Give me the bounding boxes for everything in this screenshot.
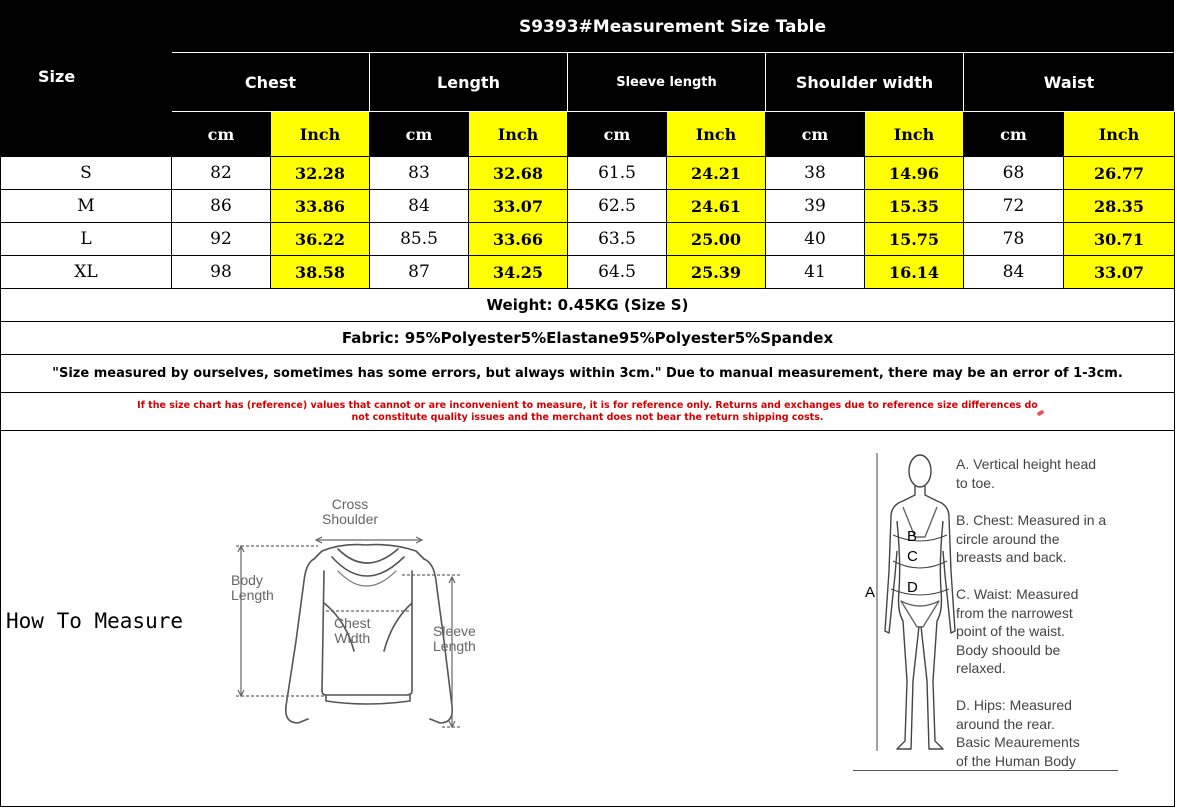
note-c: C. Waist: Measured from the narrowest point of the waist. Body shoould be relaxed. — [956, 586, 1079, 676]
cm-value-cell — [766, 157, 865, 190]
cell-value: 34.25 — [492, 262, 544, 282]
cm-value-cell — [172, 223, 271, 256]
cell-value: 26.77 — [1093, 163, 1145, 183]
size-label: XL — [74, 262, 98, 282]
inch-value-cell — [271, 223, 370, 256]
inch-value-cell — [271, 190, 370, 223]
cm-value-cell — [964, 223, 1064, 256]
how-to-measure-label: How To Measure — [6, 609, 184, 633]
cm-value-cell — [964, 256, 1064, 289]
size-cell — [0, 190, 172, 223]
sleeve-length-label: Sleeve Length — [433, 623, 476, 654]
table-title — [172, 0, 1174, 53]
cell-value: 24.21 — [690, 163, 742, 183]
group-header-2 — [568, 53, 766, 112]
cell-value: 33.07 — [492, 196, 544, 216]
inch-value-cell — [469, 190, 568, 223]
group-header-label: Sleeve length — [616, 74, 717, 90]
note-d: D. Hips: Measured around the rear. Basic Meaurements of the Human Body — [956, 697, 1080, 769]
inch-value-cell — [1064, 190, 1175, 223]
group-header-label: Waist — [1043, 72, 1095, 92]
group-header-label: Chest — [244, 72, 297, 92]
chest-width-label: Chest Width — [334, 615, 371, 646]
cm-value-cell — [370, 190, 469, 223]
note-b: B. Chest: Measured in a circle around the breasts and back. — [956, 512, 1107, 565]
cell-value: 40 — [804, 229, 826, 249]
cell-value: 32.68 — [492, 163, 544, 183]
inch-value-cell — [865, 256, 964, 289]
cell-value: 38 — [804, 163, 826, 183]
cell-value: 78 — [1002, 229, 1025, 249]
cell-value: 32.28 — [294, 163, 346, 183]
fabric-row — [0, 322, 1175, 355]
unit-inch-header — [469, 112, 568, 157]
unit-inch-header — [1064, 112, 1175, 157]
body-diagram — [853, 446, 1173, 791]
inch-value-cell — [865, 223, 964, 256]
note-a: A. Vertical height head to toe. — [956, 456, 1097, 491]
cell-value: 62.5 — [598, 196, 636, 216]
unit-label: cm — [405, 124, 433, 144]
body-length-label: Body Length — [231, 572, 274, 603]
group-header-0 — [172, 53, 370, 112]
weight-text: Weight: 0.45KG (Size S) — [486, 296, 689, 314]
body-letter-a: A — [865, 584, 876, 601]
note-row — [0, 355, 1175, 393]
baseline-divider — [853, 770, 1118, 771]
cm-value-cell — [964, 190, 1064, 223]
cell-value: 86 — [210, 196, 232, 216]
cell-value: 33.66 — [492, 229, 544, 249]
cell-value: 92 — [210, 229, 232, 249]
cm-value-cell — [172, 256, 271, 289]
group-header-3 — [766, 53, 964, 112]
unit-label: Inch — [893, 124, 935, 144]
cm-value-cell — [568, 190, 667, 223]
size-header-label: Size — [38, 67, 76, 86]
cross-shoulder-label: Cross Shoulder — [322, 496, 379, 527]
body-letter-d: D — [907, 579, 918, 596]
cell-value: 84 — [408, 196, 430, 216]
inch-value-cell — [865, 157, 964, 190]
cm-value-cell — [172, 157, 271, 190]
unit-inch-header — [667, 112, 766, 157]
inch-value-cell — [1064, 256, 1175, 289]
cell-value: 24.61 — [690, 196, 742, 216]
cm-value-cell — [172, 190, 271, 223]
inch-value-cell — [1064, 223, 1175, 256]
inch-value-cell — [271, 256, 370, 289]
inch-value-cell — [469, 157, 568, 190]
cell-value: 82 — [210, 163, 232, 183]
cm-value-cell — [568, 223, 667, 256]
fabric-text: Fabric: 95%Polyester5%Elastane95%Polyester5%Spandex — [341, 329, 834, 347]
cell-value: 15.75 — [888, 229, 940, 249]
unit-cm-header — [172, 112, 271, 157]
cell-value: 28.35 — [1093, 196, 1145, 216]
size-label: L — [80, 229, 92, 249]
cell-value: 84 — [1002, 262, 1025, 282]
cell-value: 33.86 — [294, 196, 346, 216]
inch-value-cell — [271, 157, 370, 190]
human-body-icon — [863, 451, 963, 761]
cell-value: 83 — [408, 163, 430, 183]
cell-value: 33.07 — [1093, 262, 1145, 282]
cell-value: 68 — [1002, 163, 1025, 183]
size-label: M — [77, 196, 95, 216]
size-cell — [0, 223, 172, 256]
cell-value: 16.14 — [888, 262, 940, 282]
cell-value: 39 — [804, 196, 826, 216]
cm-value-cell — [964, 157, 1064, 190]
unit-label: cm — [801, 124, 829, 144]
unit-inch-header — [271, 112, 370, 157]
unit-cm-header — [766, 112, 865, 157]
unit-cm-header — [964, 112, 1064, 157]
group-header-4 — [964, 53, 1175, 112]
cm-value-cell — [370, 223, 469, 256]
unit-label: Inch — [299, 124, 341, 144]
inch-value-cell — [865, 190, 964, 223]
cell-value: 98 — [210, 262, 232, 282]
cell-value: 64.5 — [598, 262, 636, 282]
inch-value-cell — [469, 256, 568, 289]
cell-value: 85.5 — [400, 229, 438, 249]
cell-value: 38.58 — [294, 262, 346, 282]
cell-value: 41 — [804, 262, 826, 282]
cell-value: 63.5 — [598, 229, 636, 249]
cell-value: 72 — [1002, 196, 1025, 216]
inch-value-cell — [1064, 157, 1175, 190]
cell-value: 87 — [408, 262, 430, 282]
cell-value: 61.5 — [598, 163, 636, 183]
cm-value-cell — [370, 256, 469, 289]
unit-label: Inch — [695, 124, 737, 144]
cell-value: 25.00 — [690, 229, 742, 249]
cm-value-cell — [568, 157, 667, 190]
cm-value-cell — [766, 223, 865, 256]
cm-value-cell — [766, 256, 865, 289]
cell-value: 36.22 — [294, 229, 346, 249]
group-header-label: Shoulder width — [795, 72, 934, 92]
cell-value: 14.96 — [888, 163, 940, 183]
cell-value: 15.35 — [888, 196, 940, 216]
weight-row — [0, 289, 1175, 322]
inch-value-cell — [667, 157, 766, 190]
unit-cm-header — [370, 112, 469, 157]
unit-inch-header — [865, 112, 964, 157]
unit-label: cm — [207, 124, 235, 144]
unit-cm-header — [568, 112, 667, 157]
cm-value-cell — [370, 157, 469, 190]
unit-label: cm — [1000, 124, 1027, 144]
size-cell — [0, 256, 172, 289]
notice-row — [0, 393, 1175, 431]
body-letter-c: C — [907, 548, 918, 565]
notice-text: If the size chart has (reference) values that cannot or are inconvenient to measure, it is for reference only. Returns and exchanges due to reference size differences do not constitute quality issues and the merchant does not bear the return shipping costs. — [137, 399, 1038, 423]
table-title-text: S9393#Measurement Size Table — [518, 16, 827, 37]
group-header-label: Length — [437, 72, 500, 92]
unit-label: Inch — [1098, 124, 1140, 144]
unit-label: Inch — [497, 124, 539, 144]
inch-value-cell — [667, 256, 766, 289]
size-cell — [0, 157, 172, 190]
size-header — [0, 0, 172, 157]
body-letter-b: B — [907, 528, 918, 545]
group-header-1 — [370, 53, 568, 112]
size-label: S — [80, 163, 92, 183]
cell-value: 25.39 — [690, 262, 742, 282]
how-to-measure-section — [0, 431, 1175, 807]
inch-value-cell — [469, 223, 568, 256]
inch-value-cell — [667, 223, 766, 256]
unit-label: cm — [603, 124, 631, 144]
inch-value-cell — [667, 190, 766, 223]
cell-value: 30.71 — [1093, 229, 1145, 249]
cm-value-cell — [568, 256, 667, 289]
cm-value-cell — [766, 190, 865, 223]
note-text: "Size measured by ourselves, sometimes has some errors, but always within 3cm." Due to manual measurement, there may be an error of 1-3cm. — [52, 366, 1123, 381]
garment-diagram — [226, 491, 496, 791]
